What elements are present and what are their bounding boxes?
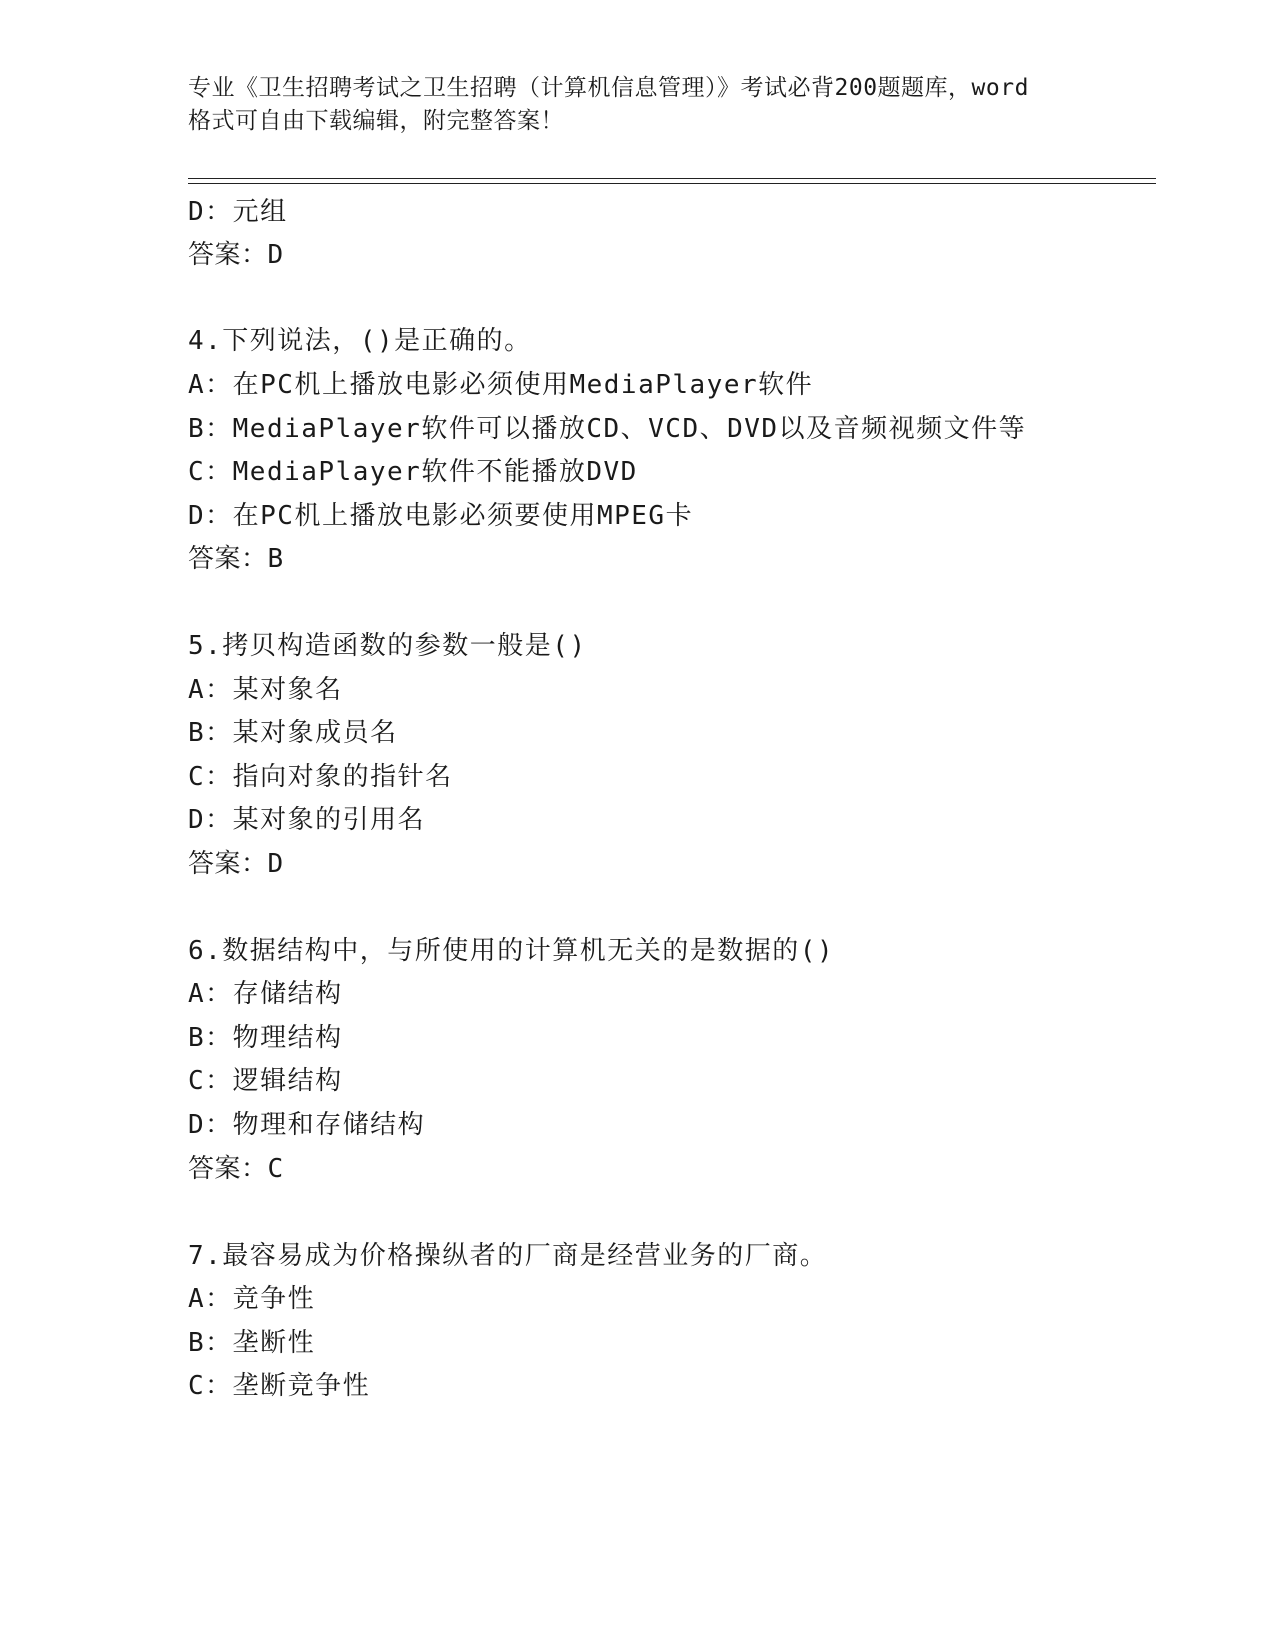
- header-divider-top: [188, 178, 1156, 179]
- answer-value: B: [267, 544, 284, 574]
- question-5-option-c: C：指向对象的指针名: [188, 762, 453, 792]
- question-5-answer: [188, 843, 284, 880]
- answer-label: 答案：: [188, 1154, 268, 1184]
- question-6-option-c: C：逻辑结构: [188, 1066, 343, 1096]
- answer-value: D: [267, 240, 284, 270]
- question-5-stem: 5.拷贝构造函数的参数一般是(): [188, 631, 587, 661]
- answer-label: 答案：: [188, 849, 268, 879]
- question-4-option-d: D：在PC机上播放电影必须要使用MPEG卡: [188, 501, 694, 531]
- question-5-option-b: B：某对象成员名: [188, 718, 398, 748]
- header-line-2: 格式可自由下载编辑，附完整答案！: [188, 108, 564, 134]
- q3-answer: [188, 234, 284, 271]
- q3-option-d: D：元组: [188, 197, 288, 227]
- question-7-stem: 7.最容易成为价格操纵者的厂商是经营业务的厂商。: [188, 1241, 828, 1271]
- question-4-answer: [188, 538, 284, 575]
- question-6-option-a: A：存储结构: [188, 979, 343, 1009]
- question-7-option-c: C：垄断竞争性: [188, 1371, 371, 1401]
- question-4-stem: 4.下列说法，()是正确的。: [188, 326, 532, 356]
- question-6-stem: 6.数据结构中，与所使用的计算机无关的是数据的(): [188, 936, 835, 966]
- answer-label: 答案：: [188, 544, 268, 574]
- question-4-option-b: B：MediaPlayer软件可以播放CD、VCD、DVD以及音频视频文件等: [188, 414, 1027, 444]
- question-4-option-c: C：MediaPlayer软件不能播放DVD: [188, 457, 638, 487]
- document-header: [188, 72, 1088, 138]
- answer-value: D: [267, 849, 284, 879]
- question-6-answer: [188, 1148, 284, 1185]
- question-4-option-a: A：在PC机上播放电影必须使用MediaPlayer软件: [188, 370, 814, 400]
- question-7-option-b: B：垄断性: [188, 1328, 316, 1358]
- question-6-option-b: B：物理结构: [188, 1023, 343, 1053]
- header-line-1: 专业《卫生招聘考试之卫生招聘（计算机信息管理）》考试必背200题题库，word: [188, 75, 1029, 101]
- header-divider-bottom: [188, 183, 1156, 184]
- question-5-option-d: D：某对象的引用名: [188, 805, 426, 835]
- question-5-option-a: A：某对象名: [188, 675, 343, 705]
- answer-label: 答案：: [188, 240, 268, 270]
- answer-value: C: [267, 1154, 284, 1184]
- question-6-option-d: D：物理和存储结构: [188, 1110, 426, 1140]
- question-7-option-a: A：竞争性: [188, 1284, 316, 1314]
